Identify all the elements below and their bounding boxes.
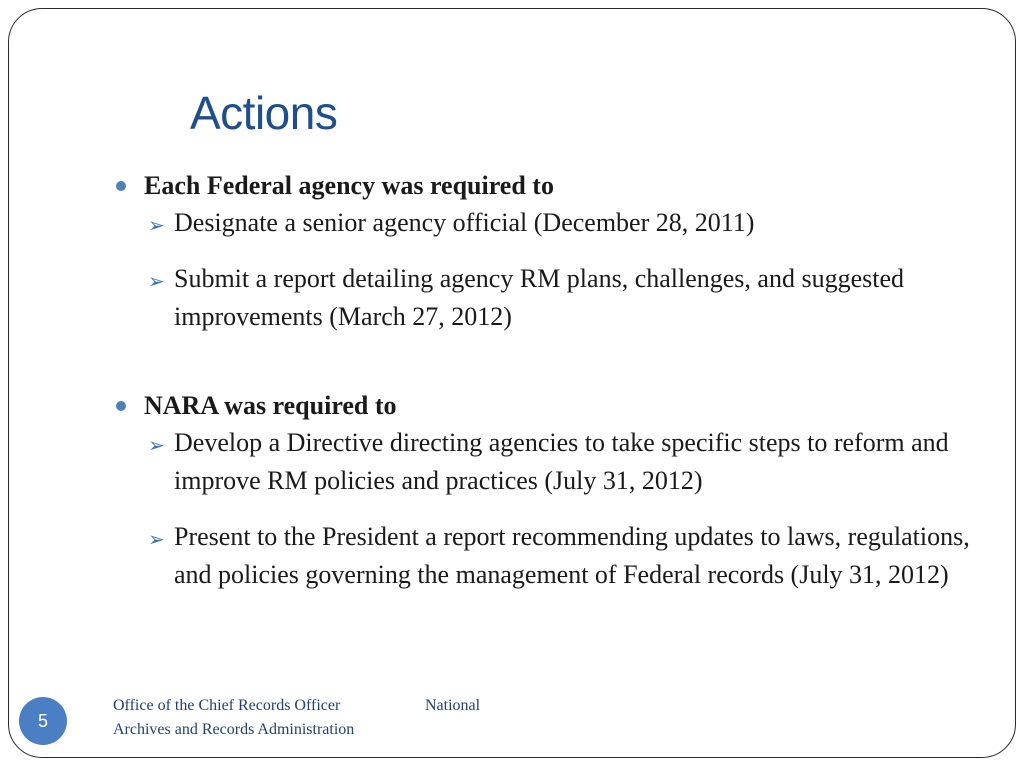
bullet-dot-icon xyxy=(116,181,126,191)
list-item-text: Designate a senior agency official (December 28, 2011) xyxy=(174,208,755,237)
list-item xyxy=(112,260,972,336)
list-item-text: Submit a report detailing agency RM plans, challenges, and suggested improvements (March 27, 2012) xyxy=(174,264,904,331)
list-item xyxy=(112,424,972,500)
footer-org-part1: National xyxy=(425,697,481,714)
page-number-badge: 5 xyxy=(19,697,67,745)
arrow-bullet-icon: ➢ xyxy=(148,213,165,237)
bullet-text: Each Federal agency was required to xyxy=(144,171,554,200)
bullet-dot-icon xyxy=(116,401,126,411)
list-item xyxy=(112,204,972,242)
slide-content xyxy=(112,168,972,594)
arrow-bullet-icon: ➢ xyxy=(148,433,165,457)
footer xyxy=(113,694,513,742)
bullet-federal-agency xyxy=(112,168,972,204)
arrow-bullet-icon: ➢ xyxy=(148,527,165,551)
bullet-nara xyxy=(112,388,972,424)
footer-office: Office of the Chief Records Officer xyxy=(113,697,341,714)
bullet-text: NARA was required to xyxy=(144,391,397,420)
list-item-text: Develop a Directive directing agencies to take specific steps to reform and improve RM policies and practices (July 31, 2012) xyxy=(174,428,949,495)
slide-title: Actions xyxy=(190,87,338,139)
arrow-bullet-icon: ➢ xyxy=(148,269,165,293)
sub-list-nara xyxy=(112,424,972,594)
list-item xyxy=(112,518,972,594)
footer-org-part2: Archives and Records Administration xyxy=(113,721,355,738)
sub-list-federal-agency xyxy=(112,204,972,336)
list-item-text: Present to the President a report recommending updates to laws, regulations, and policies governing the management of Federal records (July 31, 2012) xyxy=(174,522,970,589)
